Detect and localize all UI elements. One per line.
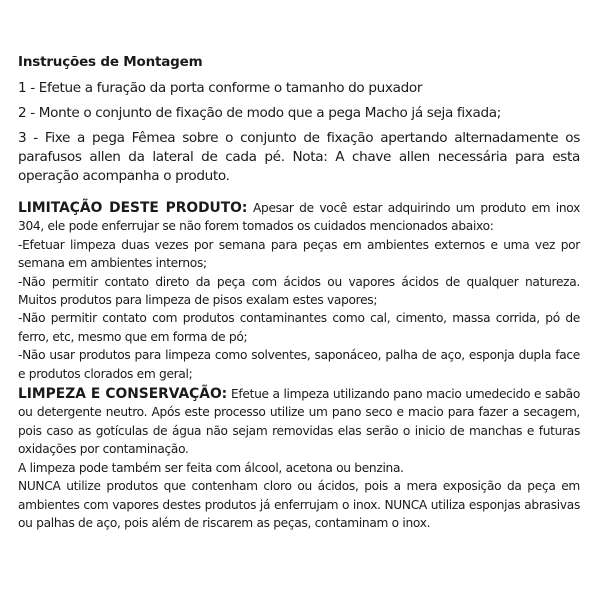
cleaning-paragraph xyxy=(18,385,580,459)
assembly-title: Instruções de Montagem xyxy=(18,54,203,70)
assembly-step-3: 3 - Fixe a pega Fêmea sobre o conjunto de fixação apertando alternadamente os parafusos allen da lateral de cada pé. Nota: A chave allen necessária para esta operação acompanha o produto. xyxy=(18,130,580,184)
assembly-step-1: 1 - Efetue a furação da porta conforme o tamanho do puxador xyxy=(18,80,423,96)
limitation-item-2: -Não permitir contato direto da peça com ácidos ou vapores ácidos de qualquer natureza. Muitos produtos para limpeza de pisos exalam estes vapores; xyxy=(18,274,580,308)
document-body xyxy=(18,54,580,532)
limitation-heading: LIMITAÇÃO DESTE PRODUTO: xyxy=(18,200,248,216)
cleaning-paragraph-alternatives: A limpeza pode também ser feita com álcool, acetona ou benzina. xyxy=(18,460,404,475)
cleaning-paragraph-warning: NUNCA utilize produtos que contenham cloro ou ácidos, pois a mera exposição da peça em ambientes com vapores destes produtos já enferrujam o inox. NUNCA utiliza esponjas abrasivas ou palhas de aço, pois além de riscarem as peças, contaminam o inox. xyxy=(18,479,580,530)
limitation-item-3: -Não permitir contato com produtos contaminantes como cal, cimento, massa corrida, pó de ferro, etc, mesmo que em forma de pó; xyxy=(18,311,580,344)
limitation-intro: Apesar de você estar adquirindo um produto em inox 304, ele pode enferrujar se não forem tomados os cuidados mencionados abaixo: xyxy=(18,201,580,234)
cleaning-section xyxy=(18,385,580,532)
limitation-item-4: -Não usar produtos para limpeza como solventes, saponáceo, palha de aço, esponja dupla face e produtos clorados em geral; xyxy=(18,348,580,381)
cleaning-heading: LIMPEZA E CONSERVAÇÃO: xyxy=(18,386,228,403)
limitation-section xyxy=(18,199,580,383)
assembly-step-2: 2 - Monte o conjunto de fixação de modo que a pega Macho já seja fixada; xyxy=(18,105,501,121)
limitation-item-1: -Efetuar limpeza duas vezes por semana para peças em ambientes externos e uma vez por semana em ambientes internos; xyxy=(18,237,580,271)
cleaning-intro: Efetue a limpeza utilizando pano macio umedecido e sabão ou detergente neutro. Após este processo utilize um pano seco e macio para fazer a secagem, pois caso as gotículas de água não sejam removidas elas serão o inicio de manchas e futuras oxidações por contaminação. xyxy=(18,387,580,457)
limitation-paragraph xyxy=(18,199,580,236)
